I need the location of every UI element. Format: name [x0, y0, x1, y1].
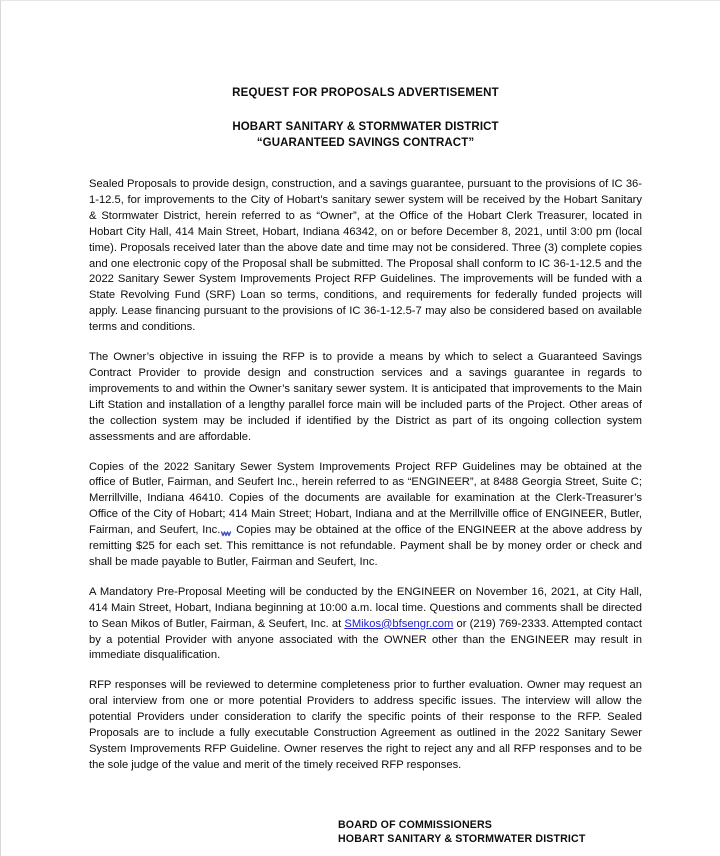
paragraph-meeting-text-before-email: A Mandatory Pre-Proposal Meeting will be conducted by the ENGINEER on November 16, 2021, at City Hall, 414 Main Street, Hobart, Indiana beginning at 10:00 a.m. local time. Questions and comments shall be directed to Sean Mikos of Butler, Fairman, & Seufert, Inc. at	[89, 585, 642, 630]
paragraph-copies-text-part-one: Copies of the 2022 Sanitary Sewer System Improvements Project RFP Guidelines may be obtained at the office of Butler, Fairman, and Seufert Inc., herein referred to as “ENGINEER”, at 8488 Georgia Street, Suite C; Merrillville, Indiana 46410. Copies of the documents are available for examination at the Clerk-Treasurer’s Office of the City of Hobart; 414 Main Street; Hobart, Indiana and at the Merrillville office of ENGINEER, Butler, Fairman, and Seufert, Inc.	[89, 460, 642, 537]
document-subtitle-block	[89, 119, 642, 151]
paragraph-copies-of-guidelines	[89, 460, 642, 571]
document-subtitle-contract: “GUARANTEED SAVINGS CONTRACT”	[256, 137, 475, 149]
page-title: REQUEST FOR PROPOSALS ADVERTISEMENT	[232, 87, 499, 99]
paragraph-copies-text-part-two: Copies may be obtained at the office of the ENGINEER at the above address by remitting $25 for each set. This remittance is not refundable. Payment shall be by money order or check and shall be made payable to Butler, Fairman and Seufert, Inc.	[89, 524, 642, 568]
document-paragraphs	[89, 177, 642, 774]
engineer-email-link[interactable]: SMikos@bfsengr.com	[344, 617, 454, 630]
scan-artifact-mark	[221, 527, 232, 534]
document-subtitle-district: HOBART SANITARY & STORMWATER DISTRICT	[232, 121, 499, 133]
signature-board-of-commissioners: BOARD OF COMMISSIONERS	[338, 819, 492, 831]
document-heading-block	[89, 1, 642, 151]
paragraph-owner-objective: The Owner’s objective in issuing the RFP is to provide a means by which to select a Guaranteed Savings Contract Provider to provide design and construction services and a savings guarantee in regards to improvements to and within the Owner’s sanitary sewer system. It is anticipated that improvements to the Main Lift Station and installation of a lengthy parallel force main will be included parts of the Project. Other areas of the collection system may be included if identified by the District as part of its ongoing collection system assessments and are affordable.	[89, 351, 642, 443]
paragraph-pre-proposal-meeting	[89, 585, 642, 665]
paragraph-sealed-proposals: Sealed Proposals to provide design, construction, and a savings guarantee, pursuant to the provisions of IC 36-1-12.5, for improvements to the City of Hobart’s sanitary sewer system will be received by the Hobart Sanitary & Stormwater District, herein referred to as “Owner”, at the Office of the Hobart Clerk Treasurer, located in Hobart City Hall, 414 Main Street, Hobart, Indiana 46342, on or before December 8, 2021, until 3:00 pm (local time). Proposals received later than the above date and time may not be considered. Three (3) complete copies and one electronic copy of the Proposal shall be submitted. The Proposal shall conform to IC 36-1-12.5 and the 2022 Sanitary Sewer System Improvements Project RFP Guidelines. The improvements will be funded with a State Revolving Fund (SRF) Loan so terms, conditions, and requirements for federally funded projects will apply. Lease financing pursuant to the provisions of IC 36-1-12.5-7 may also be considered based on available terms and conditions.	[89, 178, 642, 334]
signature-block	[338, 819, 658, 846]
paragraph-rfp-review-process: RFP responses will be reviewed to determine completeness prior to further evaluation. Owner may request an oral interview from one or more potential Providers to address specific issues. The interview will allow the potential Providers under consideration to clarify the specific points of their response to the RFP. Sealed Proposals are to include a fully executable Construction Agreement as outlined in the 2022 Sanitary Sewer System Improvements RFP Guideline. Owner reserves the right to reject any and all RFP responses and to be the sole judge of the value and merit of the timely received RFP responses.	[89, 679, 642, 771]
signature-district-name: HOBART SANITARY & STORMWATER DISTRICT	[338, 832, 586, 845]
document-body	[89, 1, 642, 774]
paragraph-meeting-text-after-email: or (219) 769-2333. Attempted contact by a potential Provider with anyone associated with the OWNER other than the ENGINEER may result in immediate disqualification.	[89, 617, 642, 662]
